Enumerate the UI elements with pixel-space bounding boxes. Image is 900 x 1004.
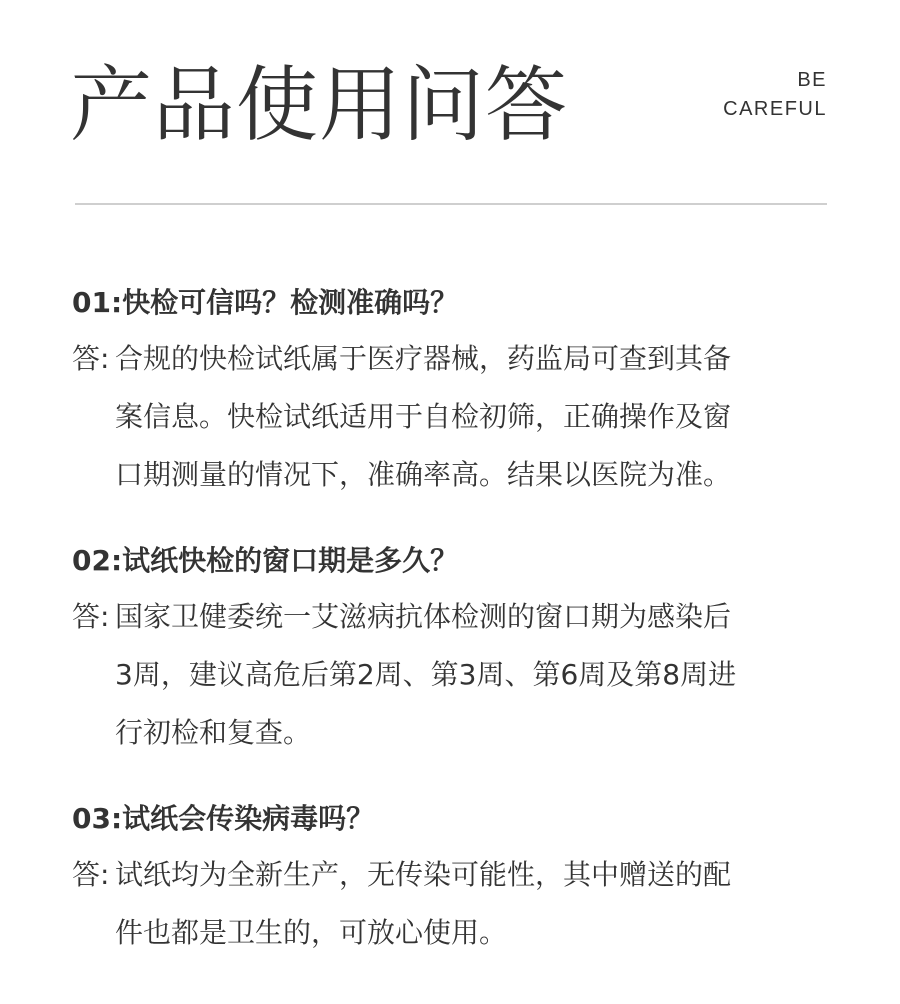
faq-question: 01:快检可信吗？检测准确吗？	[72, 286, 459, 319]
tagline-line-2: CAREFUL	[723, 98, 827, 120]
answer-line: 行初检和复查。	[115, 716, 312, 749]
faq-item	[72, 792, 862, 962]
answer-prefix: 答:	[72, 858, 110, 891]
answer-prefix: 答:	[72, 600, 110, 633]
faq-list	[72, 276, 862, 992]
faq-question: 02:试纸快检的窗口期是多久？	[72, 544, 459, 577]
answer-prefix: 答:	[72, 342, 110, 375]
faq-item	[72, 534, 862, 762]
answer-line: 3周，建议高危后第2周、第3周、第6周及第8周进	[115, 658, 737, 691]
faq-question: 03:试纸会传染病毒吗？	[72, 802, 375, 835]
answer-line: 案信息。快检试纸适用于自检初筛，正确操作及窗	[115, 400, 732, 433]
answer-line: 国家卫健委统一艾滋病抗体检测的窗口期为感染后	[115, 600, 732, 633]
answer-line: 口期测量的情况下，准确率高。结果以医院为准。	[115, 458, 732, 491]
title-divider	[75, 203, 827, 205]
answer-line: 件也都是卫生的，可放心使用。	[115, 916, 508, 949]
tagline	[723, 66, 827, 124]
faq-answer	[72, 588, 862, 762]
faq-item	[72, 276, 862, 504]
page-title: 产品使用问答	[70, 58, 569, 153]
faq-answer	[72, 846, 862, 962]
tagline-line-1: BE	[797, 69, 827, 91]
answer-line: 试纸均为全新生产，无传染可能性，其中赠送的配	[115, 858, 732, 891]
faq-answer	[72, 330, 862, 504]
answer-line: 合规的快检试纸属于医疗器械，药监局可查到其备	[115, 342, 732, 375]
